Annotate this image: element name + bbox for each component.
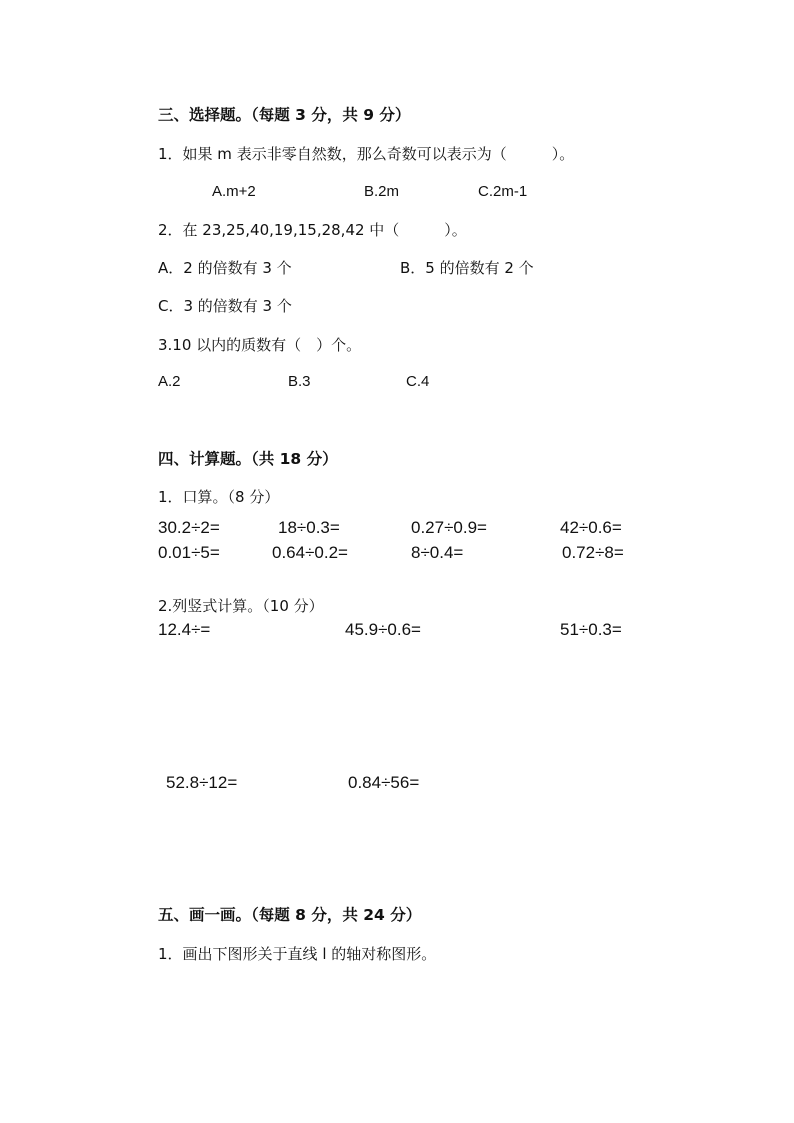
oral-calc-5: 0.01÷5= — [158, 543, 220, 562]
oral-calc-4: 42÷0.6= — [560, 518, 622, 537]
section-5-title: 五、画一画。（每题 8 分，共 24 分） — [158, 906, 422, 924]
oral-calc-8: 0.72÷8= — [562, 543, 624, 562]
oral-calc-6: 0.64÷0.2= — [272, 543, 348, 562]
vertical-calc-4: 52.8÷12= — [166, 773, 238, 792]
oral-calc-7: 8÷0.4= — [411, 543, 464, 562]
question-3-1: 1．如果 m 表示非零自然数，那么奇数可以表示为（ ）。 — [158, 145, 575, 163]
option-3-2-a: A．2 的倍数有 3 个 — [158, 259, 292, 277]
vertical-calc-3: 51÷0.3= — [560, 620, 622, 639]
oral-calc-2: 18÷0.3= — [278, 518, 340, 537]
oral-calc-1: 30.2÷2= — [158, 518, 220, 537]
section-4-title: 四、计算题。（共 18 分） — [158, 450, 338, 468]
oral-calc-3: 0.27÷0.9= — [411, 518, 487, 537]
part-4-1-title: 1．口算。（8 分） — [158, 488, 280, 506]
section-3-title: 三、选择题。（每题 3 分，共 9 分） — [158, 106, 411, 124]
question-3-3: 3.10 以内的质数有（ ）个。 — [158, 336, 362, 354]
vertical-calc-5: 0.84÷56= — [348, 773, 420, 792]
option-3-1-a: A.m+2 — [212, 183, 256, 200]
question-3-2: 2．在 23,25,40,19,15,28,42 中（ ）。 — [158, 221, 467, 239]
option-3-3-a: A.2 — [158, 373, 181, 390]
vertical-calc-2: 45.9÷0.6= — [345, 620, 421, 639]
vertical-calc-1: 12.4÷= — [158, 620, 211, 639]
option-3-1-c: C.2m-1 — [478, 183, 528, 200]
part-4-2-title: 2.列竖式计算。（10 分） — [158, 597, 324, 615]
question-5-1: 1．画出下图形关于直线 l 的轴对称图形。 — [158, 945, 437, 963]
option-3-3-b: B.3 — [288, 373, 311, 390]
option-3-2-c: C．3 的倍数有 3 个 — [158, 297, 292, 315]
option-3-2-b: B．5 的倍数有 2 个 — [400, 259, 534, 277]
option-3-1-b: B.2m — [364, 183, 400, 200]
option-3-3-c: C.4 — [406, 373, 430, 390]
